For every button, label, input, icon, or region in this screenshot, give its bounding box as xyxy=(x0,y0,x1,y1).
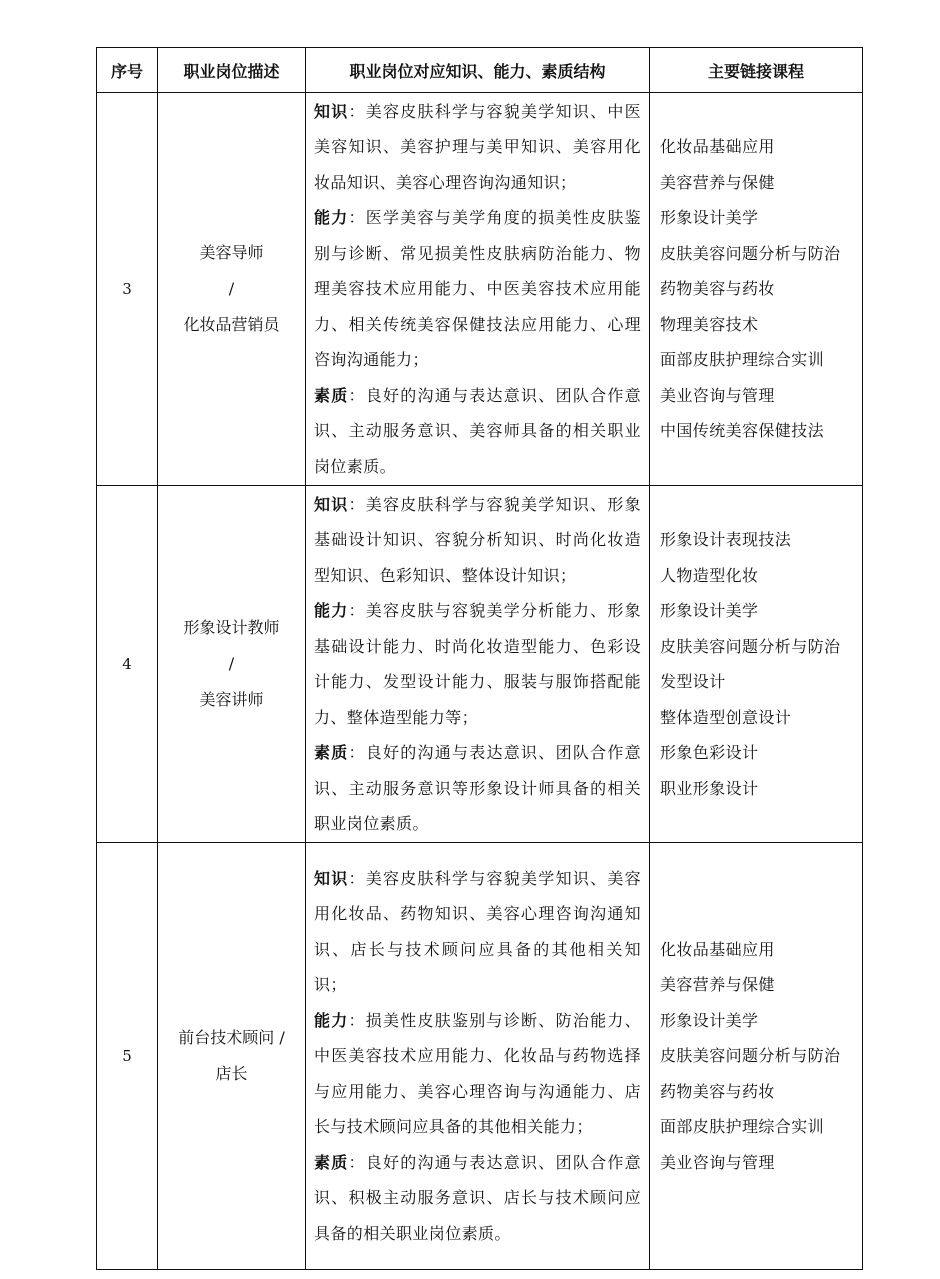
ability-label: 能力 xyxy=(314,601,349,620)
course-item: 皮肤美容问题分析与防治 xyxy=(660,243,841,263)
knowledge-text: ：美容皮肤科学与容貌美学知识、中医美容知识、美容护理与美甲知识、美容用化妆品知识、美容心理咨询沟通知识； xyxy=(314,101,641,192)
course-item: 皮肤美容问题分析与防治 xyxy=(660,636,841,656)
job-separator: / xyxy=(228,654,235,673)
courses-cell xyxy=(650,843,863,1270)
course-item: 美业咨询与管理 xyxy=(660,1152,775,1172)
course-item: 化妆品基础应用 xyxy=(660,939,775,959)
ability-text: ：医学美容与美学角度的损美性皮肤鉴别与诊断、常见损美性皮肤病防治能力、物理美容技术应用能力、中医美容技术应用能力、相关传统美容保健技法应用能力、心理咨询沟通能力； xyxy=(314,208,641,370)
course-item: 美业咨询与管理 xyxy=(660,385,775,405)
quality-block xyxy=(314,735,641,842)
course-item: 物理美容技术 xyxy=(660,314,759,334)
job-title: 美容讲师 xyxy=(199,690,264,709)
quality-text: ：良好的沟通与表达意识、团队合作意识、主动服务意识等形象设计师具备的相关职业岗位素质。 xyxy=(314,743,641,833)
course-item: 皮肤美容问题分析与防治 xyxy=(660,1046,841,1066)
knowledge-label: 知识 xyxy=(314,868,349,888)
knowledge-block xyxy=(314,861,641,1003)
knowledge-label: 知识 xyxy=(314,494,349,514)
ability-label: 能力 xyxy=(314,1010,349,1030)
course-item: 职业形象设计 xyxy=(660,778,759,798)
job-title: 前台技术顾问 / xyxy=(178,1028,285,1047)
ability-text: ：美容皮肤与容貌美学分析能力、形象基础设计能力、时尚化妆造型能力、色彩设计能力、发型设计能力、服装与服饰搭配能力、整体造型能力等； xyxy=(314,601,641,727)
course-item: 药物美容与药妆 xyxy=(660,1081,775,1101)
career-table xyxy=(96,47,863,1270)
quality-label: 素质 xyxy=(314,743,349,762)
header-num: 序号 xyxy=(97,48,158,93)
courses-cell xyxy=(650,93,863,486)
course-item: 形象设计美学 xyxy=(660,601,759,620)
course-item: 面部皮肤护理综合实训 xyxy=(660,350,825,370)
job-separator: / xyxy=(228,279,235,298)
header-desc: 职业岗位描述 xyxy=(158,48,306,93)
ability-text: ：损美性皮肤鉴别与诊断、防治能力、中医美容技术应用能力、化妆品与药物选择与应用能力、美容心理咨询与沟通能力、店长与技术顾问应具备的其他相关能力； xyxy=(314,1010,641,1137)
course-item: 面部皮肤护理综合实训 xyxy=(660,1117,825,1137)
row-num: 4 xyxy=(97,486,158,843)
course-item: 发型设计 xyxy=(660,672,726,691)
course-item: 药物美容与药妆 xyxy=(660,279,775,299)
header-struct: 职业岗位对应知识、能力、素质结构 xyxy=(306,48,650,93)
course-item: 化妆品基础应用 xyxy=(660,137,775,157)
course-item: 美容营养与保健 xyxy=(660,172,775,192)
job-description xyxy=(158,486,306,843)
row-num: 3 xyxy=(97,93,158,486)
quality-text: ：良好的沟通与表达意识、团队合作意识、积极主动服务意识、店长与技术顾问应具备的相关职业岗位素质。 xyxy=(314,1152,641,1243)
job-description xyxy=(158,93,306,486)
knowledge-block xyxy=(314,487,641,594)
course-item: 中国传统美容保健技法 xyxy=(660,421,825,441)
structure-cell xyxy=(306,486,650,843)
ability-block xyxy=(314,1003,641,1145)
quality-label: 素质 xyxy=(314,385,349,405)
job-title: 美容导师 xyxy=(199,243,264,262)
knowledge-text: ：美容皮肤科学与容貌美学知识、形象基础设计知识、容貌分析知识、时尚化妆造型知识、色彩知识、整体设计知识； xyxy=(314,494,641,585)
ability-label: 能力 xyxy=(314,208,349,228)
quality-text: ：良好的沟通与表达意识、团队合作意识、主动服务意识、美容师具备的相关职业岗位素质。 xyxy=(314,385,641,476)
header-courses: 主要链接课程 xyxy=(650,48,863,93)
table-row xyxy=(97,93,863,486)
course-item: 美容营养与保健 xyxy=(660,975,775,995)
job-title: 化妆品营销员 xyxy=(183,315,280,334)
row-num: 5 xyxy=(97,843,158,1270)
knowledge-block xyxy=(314,94,641,201)
quality-block xyxy=(314,1145,641,1252)
structure-cell xyxy=(306,843,650,1270)
ability-block xyxy=(314,593,641,735)
job-description xyxy=(158,843,306,1270)
table-row xyxy=(97,486,863,843)
structure-cell xyxy=(306,93,650,486)
course-item: 整体造型创意设计 xyxy=(660,707,792,727)
course-item: 形象设计表现技法 xyxy=(660,530,792,549)
ability-block xyxy=(314,200,641,378)
knowledge-text: ：美容皮肤科学与容貌美学知识、美容用化妆品、药物知识、美容心理咨询沟通知识、店长与技术顾问应具备的其他相关知识； xyxy=(314,868,641,995)
header-row xyxy=(97,48,863,93)
job-title: 形象设计教师 xyxy=(183,618,280,637)
course-item: 人物造型化妆 xyxy=(660,565,759,585)
knowledge-label: 知识 xyxy=(314,101,349,121)
course-item: 形象设计美学 xyxy=(660,208,759,228)
job-title: 店长 xyxy=(215,1064,248,1083)
courses-cell xyxy=(650,486,863,843)
quality-label: 素质 xyxy=(314,1152,349,1172)
quality-block xyxy=(314,378,641,485)
course-item: 形象色彩设计 xyxy=(660,743,759,762)
table-row xyxy=(97,843,863,1270)
course-item: 形象设计美学 xyxy=(660,1010,759,1030)
